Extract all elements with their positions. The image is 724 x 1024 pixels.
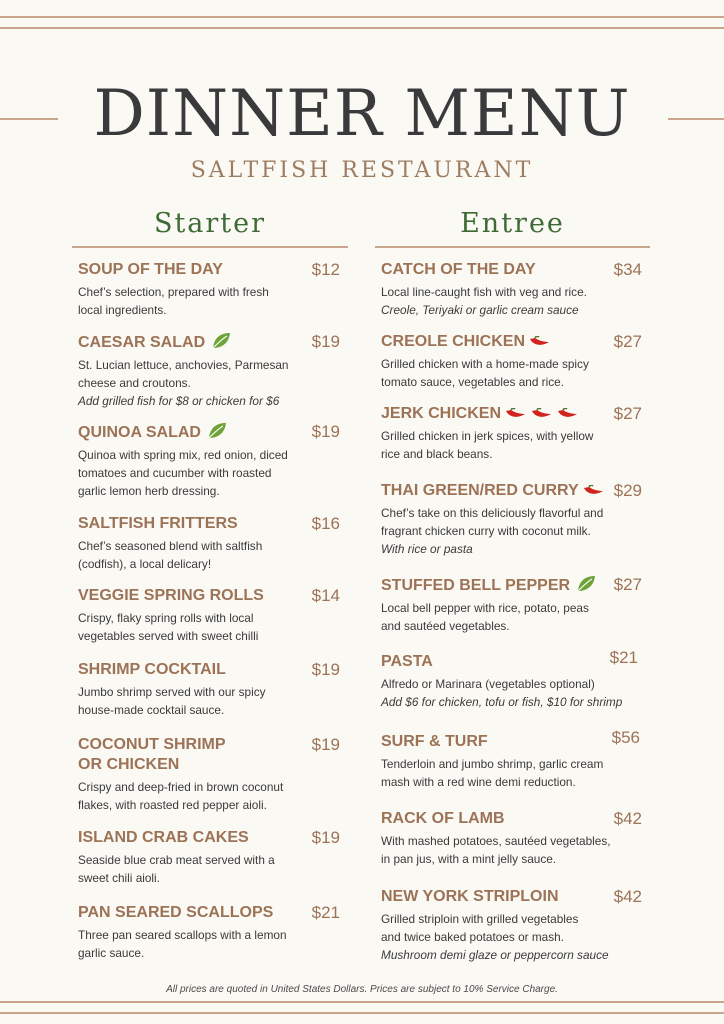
chili-pepper-icon: [529, 336, 551, 348]
price-disclaimer: All prices are quoted in United States Dollars. Prices are subject to 10% Service Charge.: [166, 984, 558, 995]
item-description: Grilled chicken in jerk spices, with yellow rice and black beans.: [381, 429, 594, 461]
menu-item-rack-of-lamb: [381, 809, 650, 868]
item-price: $19: [311, 422, 340, 441]
item-description: Local line-caught fish with veg and rice. Creole, Teriyaki or garlic cream sauce: [381, 283, 650, 319]
menu-item-pasta: [381, 648, 650, 711]
bottom-border-inner: [0, 1001, 724, 1003]
item-name: SHRIMP COCKTAIL: [78, 661, 226, 678]
item-note: Mushroom demi glaze or peppercorn sauce: [381, 948, 609, 962]
menu-item-pan-seared-scallops: [78, 903, 348, 962]
menu-item-island-crab-cakes: [78, 828, 348, 887]
menu-item-caesar-salad: [78, 332, 348, 410]
menu-item-creole-chicken: [381, 332, 650, 391]
starter-heading: Starter: [72, 204, 348, 248]
item-price: $27: [613, 404, 642, 423]
item-name: SOUP OF THE DAY: [78, 261, 223, 278]
item-description: With mashed potatoes, sautéed vegetables, in pan jus, with a mint jelly sauce.: [381, 834, 611, 866]
entree-heading: Entree: [375, 204, 650, 248]
item-note: Add grilled fish for $8 or chicken for $6: [78, 394, 280, 408]
item-price: $12: [311, 260, 340, 279]
restaurant-name: SALTFISH RESTAURANT: [190, 158, 534, 183]
item-name: SURF & TURF: [381, 733, 488, 750]
item-name: PAN SEARED SCALLOPS: [78, 904, 274, 921]
item-name: VEGGIE SPRING ROLLS: [78, 587, 264, 604]
leaf-icon: [211, 332, 231, 350]
menu-item-catch-of-the-day: [381, 260, 650, 319]
item-description: St. Lucian lettuce, anchovies, Parmesan cheese and croutons. Add grilled fish for $8 or chicken for $6: [78, 356, 348, 410]
item-name-line2: OR CHICKEN: [78, 756, 180, 773]
page-title: DINNER MENU: [93, 77, 631, 151]
item-name: RACK OF LAMB: [381, 810, 505, 827]
item-description: Seaside blue crab meat served with a sweet chili aioli.: [78, 853, 275, 885]
item-price: $19: [311, 828, 340, 847]
item-price: $29: [613, 481, 642, 500]
menu-item-saltfish-fritters: [78, 514, 348, 573]
menu-item-quinoa-salad: [78, 422, 348, 500]
item-description: Local bell pepper with rice, potato, peas and sautéed vegetables.: [381, 601, 589, 633]
item-description: Crispy, flaky spring rolls with local vegetables served with sweet chilli: [78, 611, 259, 643]
menu-item-shrimp-cocktail: [78, 660, 348, 719]
top-border-outer: [0, 16, 724, 18]
item-price: $27: [613, 575, 642, 594]
item-price: $56: [611, 728, 640, 747]
item-name: CAESAR SALAD: [78, 332, 308, 353]
starter-column: [72, 204, 348, 960]
chili-pepper-icon: [583, 485, 605, 497]
item-description: Grilled striploin with grilled vegetables and twice baked potatoes or mash. Mushroom demi glaze or peppercorn sauce: [381, 910, 650, 964]
chili-pepper-icon: [531, 408, 553, 420]
menu-item-stuffed-bell-pepper: [381, 575, 650, 635]
item-price: $14: [311, 586, 340, 605]
item-price: $42: [613, 887, 642, 906]
item-description: Chef’s seasoned blend with saltfish (codfish), a local delicary!: [78, 539, 263, 571]
item-price: $19: [311, 660, 340, 679]
leaf-icon: [576, 575, 596, 593]
item-description: Jumbo shrimp served with our spicy house-made cocktail sauce.: [78, 685, 266, 717]
menu-item-surf-and-turf: [381, 728, 650, 791]
item-description: Three pan seared scallops with a lemon garlic sauce.: [78, 928, 287, 960]
entree-column: [375, 204, 650, 962]
item-note: Creole, Teriyaki or garlic cream sauce: [381, 303, 579, 317]
item-note: Add $6 for chicken, tofu or fish, $10 for shrimp: [381, 695, 623, 709]
item-price: $27: [613, 332, 642, 351]
menu-item-new-york-striploin: [381, 887, 650, 964]
menu-item-jerk-chicken: [381, 404, 650, 463]
item-name: NEW YORK STRIPLOIN: [381, 888, 559, 905]
item-name: PASTA: [381, 653, 433, 670]
item-name: SALTFISH FRITTERS: [78, 515, 238, 532]
item-description: Chef’s selection, prepared with fresh local ingredients.: [78, 285, 269, 317]
item-description: Alfredo or Marinara (vegetables optional) Add $6 for chicken, tofu or fish, $10 for shrimp: [381, 675, 650, 711]
item-name: COCONUT SHRIMP: [78, 736, 226, 753]
menu-item-thai-curry: [381, 481, 650, 558]
chili-pepper-icon: [505, 408, 527, 420]
item-note: With rice or pasta: [381, 542, 473, 556]
leaf-icon: [207, 422, 227, 440]
item-name: STUFFED BELL PEPPER: [381, 575, 611, 596]
item-description: Grilled chicken with a home-made spicy tomato sauce, vegetables and rice.: [381, 357, 589, 389]
item-name: CATCH OF THE DAY: [381, 261, 536, 278]
top-border-inner: [0, 27, 724, 29]
item-price: $42: [613, 809, 642, 828]
item-price: $21: [311, 903, 340, 922]
item-name: ISLAND CRAB CAKES: [78, 829, 249, 846]
item-description: Chef’s take on this deliciously flavorful and fragrant chicken curry with coconut milk. With rice or pasta: [381, 504, 650, 558]
menu-item-soup-of-the-day: [78, 260, 348, 319]
menu-item-coconut-shrimp: [78, 735, 348, 814]
item-price: $16: [311, 514, 340, 533]
chili-pepper-icon: [557, 408, 579, 420]
item-price: $21: [609, 648, 638, 667]
item-price: $34: [613, 260, 642, 279]
item-name: CREOLE CHICKEN: [381, 332, 611, 352]
item-description: Tenderloin and jumbo shrimp, garlic cream mash with a red wine demi reduction.: [381, 757, 604, 789]
item-description: Crispy and deep-fried in brown coconut flakes, with roasted red pepper aioli.: [78, 780, 284, 812]
item-name: JERK CHICKEN: [381, 404, 611, 424]
item-description: Quinoa with spring mix, red onion, diced tomatoes and cucumber with roasted garlic lemon herb dressing.: [78, 448, 288, 498]
item-name: QUINOA SALAD: [78, 422, 308, 443]
menu-item-veggie-spring-rolls: [78, 586, 348, 645]
item-price: $19: [311, 332, 340, 351]
item-price: $19: [311, 735, 340, 754]
bottom-border-outer: [0, 1012, 724, 1014]
item-name: THAI GREEN/RED CURRY: [381, 481, 621, 501]
